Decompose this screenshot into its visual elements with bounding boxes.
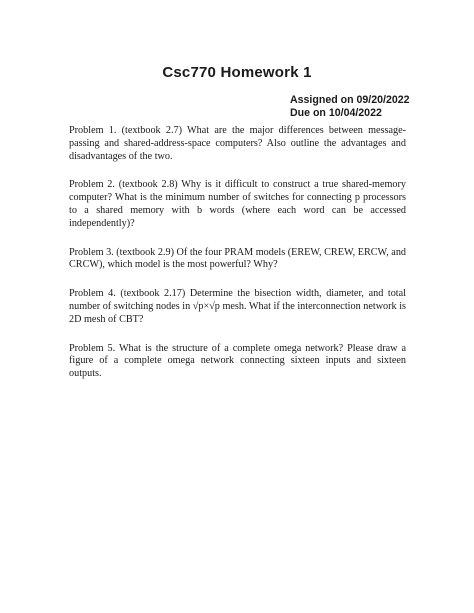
date-block	[290, 94, 410, 120]
problem-1: Problem 1. (textbook 2.7) What are the major differences between message-passing and shared-address-space computers? Also outline the advantages and disadvantages of the two.	[69, 125, 406, 162]
problem-2: Problem 2. (textbook 2.8) Why is it difficult to construct a true shared-memory computer? What is the minimum number of switches for connecting p processors to a shared memory with b words (where each word can be accessed independently)?	[69, 179, 406, 229]
problem-4: Problem 4. (textbook 2.17) Determine the bisection width, diameter, and total number of switching nodes in √p×√p mesh. What if the interconnection network is 2D mesh of CBT?	[69, 288, 406, 325]
due-date: Due on 10/04/2022	[290, 107, 382, 119]
problem-list	[69, 125, 406, 397]
problem-5: Problem 5. What is the structure of a complete omega network? Please draw a figure of a complete omega network connecting sixteen inputs and sixteen outputs.	[69, 342, 406, 380]
document-title: Csc770 Homework 1	[162, 64, 312, 81]
assigned-date: Assigned on 09/20/2022	[290, 94, 410, 106]
problem-3: Problem 3. (textbook 2.9) Of the four PRAM models (EREW, CREW, ERCW, and CRCW), which model is the most powerful? Why?	[69, 246, 407, 271]
